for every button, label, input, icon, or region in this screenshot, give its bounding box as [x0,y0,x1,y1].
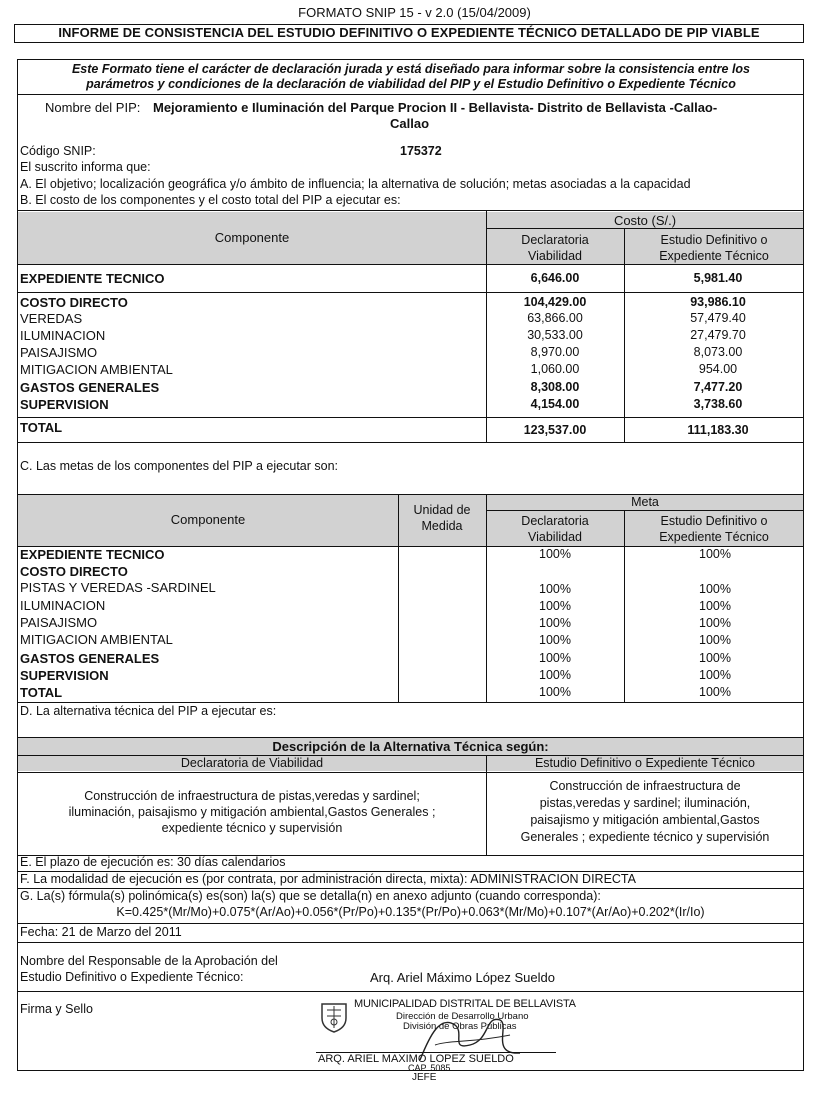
pip-name-line-2: Callao [390,116,430,131]
goals-row-v2: 100% [699,616,731,630]
intro-line-1: Este Formato tiene el carácter de declaración jurada y está diseñado para informar sobre la consistencia entre los [71,62,751,76]
cost-row-v1: 8,308.00 [530,380,580,394]
goals-row-v1: 100% [539,582,571,596]
goals-row-name: ILUMINACION [20,598,106,613]
stamp-role: JEFE [412,1072,437,1083]
informs-text: El suscrito informa que: [20,160,151,174]
stamp-line-2: Dirección de Desarrollo Urbano [396,1011,529,1022]
polynomial-formula: K=0.425*(Mr/Mo)+0.075*(Ar/Ao)+0.056*(Pr/Po)+0.135*(Pr/Po)+0.063*(Mr/Mo)+0.107*(Ar/Ao)+0.202*(Ir/Io) [116,905,705,919]
goals-row-name: EXPEDIENTE TECNICO [20,547,165,562]
responsible-label-1: Nombre del Responsable de la Aprobación del [20,954,278,968]
goals-row-v1: 100% [539,633,571,647]
municipality-seal-icon [318,1000,350,1034]
cost-row-v1: 6,646.00 [530,271,580,285]
cost-row-v2: 5,981.40 [693,271,743,285]
goals-row-v1: 100% [539,547,571,561]
goals-row-v2: 100% [699,668,731,682]
cost-col2-header: Estudio Definitivo o Expediente Técnico [659,233,769,263]
section-g: G. La(s) fórmula(s) polinómica(s) es(son) la(s) que se detalla(n) en anexo adjunto (cuando corresponda): [20,889,601,903]
goals-row-v1: 100% [539,651,571,665]
goals-row-name: MITIGACION AMBIENTAL [20,632,173,647]
stamp-signer: ARQ. ARIEL MAXIMO LOPEZ SUELDO [318,1053,514,1065]
cost-row-v2: 93,986.10 [690,295,746,309]
cost-row-v1: 4,154.00 [530,397,580,411]
alternative-title: Descripción de la Alternativa Técnica según: [272,739,549,754]
goals-component-header: Componente [170,512,246,527]
cost-row-name: MITIGACION AMBIENTAL [20,362,173,377]
cost-row-v1: 63,866.00 [527,311,583,325]
pip-name: Mejoramiento e Iluminación del Parque Procion II - Bellavista- Distrito de Bellavista -Callao- [153,100,718,115]
cost-total-name: TOTAL [20,420,63,435]
goals-row-v2: 100% [699,547,731,561]
cost-row-v2: 27,479.70 [690,328,746,342]
cost-row-v1: 8,970.00 [530,345,580,359]
intro-declaration [20,62,802,92]
alt-right-description: Construcción de infraestructura de pistas,veredas y sardinel; iluminación, paisajismo y mitigación ambiental,Gastos Generales ; expediente técnico y supervisión [520,779,770,844]
snip-code-label: Código SNIP: [20,144,96,158]
section-e: E. El plazo de ejecución es: 30 días calendarios [20,855,286,869]
cost-component-header: Componente [214,230,290,245]
goals-row-v2: 100% [699,685,731,699]
cost-row-v1: 1,060.00 [530,362,580,376]
section-a: A. El objetivo; localización geográfica y/o ámbito de influencia; la alternativa de solución; metas asociadas a la capacidad [20,177,691,191]
goals-col1-header: Declaratoria Viabilidad [521,514,589,544]
cost-row-name: SUPERVISION [20,397,109,412]
goals-meta-header: Meta [631,495,659,509]
cost-row-v2: 57,479.40 [690,311,746,325]
goals-row-name: GASTOS GENERALES [20,651,160,666]
pip-name-label: Nombre del PIP: [45,100,141,115]
stamp-org: MUNICIPALIDAD DISTRITAL DE BELLAVISTA [354,998,576,1010]
cost-row-name: COSTO DIRECTO [20,295,128,310]
cost-row-name: ILUMINACION [20,328,106,343]
sign-label: Firma y Sello [20,1002,93,1016]
goals-row-v1: 100% [539,668,571,682]
report-title: INFORME DE CONSISTENCIA DEL ESTUDIO DEFINITIVO O EXPEDIENTE TÉCNICO DETALLADO DE PIP VIABLE [14,24,804,43]
cost-total-v1: 123,537.00 [523,423,587,437]
goals-row-name: SUPERVISION [20,668,109,683]
snip-code: 175372 [400,144,442,158]
responsible-name: Arq. Ariel Máximo López Sueldo [370,970,555,985]
goals-row-name: PISTAS Y VEREDAS -SARDINEL [20,580,216,595]
goals-row-v1: 100% [539,616,571,630]
goals-row-v1: 100% [539,685,571,699]
cost-row-v2: 7,477.20 [693,380,743,394]
stamp-line-3: División de Obras Públicas [403,1021,517,1032]
cost-row-v1: 104,429.00 [523,295,587,309]
goals-row-v2: 100% [699,582,731,596]
goals-row-name: PAISAJISMO [20,615,98,630]
goals-row-name: TOTAL [20,685,63,700]
cost-row-v1: 30,533.00 [527,328,583,342]
date: Fecha: 21 de Marzo del 2011 [20,925,182,939]
cost-row-v2: 954.00 [698,362,738,376]
goals-row-name: COSTO DIRECTO [20,564,128,579]
cost-col1-header: Declaratoria Viabilidad [521,233,589,263]
goals-row-v2: 100% [699,599,731,613]
cost-row-v2: 3,738.60 [693,397,743,411]
goals-unit-header: Unidad de Medida [413,503,471,533]
intro-line-2: parámetros y condiciones de la declaración de viabilidad del PIP y el Estudio Definitivo o Expediente Técnico [86,77,736,91]
stamp-cap: CAP. 5085 [408,1063,451,1073]
cost-row-name: GASTOS GENERALES [20,380,160,395]
responsible-label-2: Estudio Definitivo o Expediente Técnico: [20,970,244,984]
goals-col2-header: Estudio Definitivo o Expediente Técnico [659,514,769,544]
goals-row-v1: 100% [539,599,571,613]
alt-left-description: Construcción de infraestructura de pistas,veredas y sardinel; iluminación, paisajismo y mitigación ambiental,Gastos Generales ; expediente técnico y supervisión [68,789,436,835]
goals-row-v2: 100% [699,651,731,665]
section-c: C. Las metas de los componentes del PIP a ejecutar son: [20,459,339,473]
section-b: B. El costo de los componentes y el costo total del PIP a ejecutar es: [20,193,401,207]
section-d: D. La alternativa técnica del PIP a ejecutar es: [20,704,277,718]
cost-row-v2: 8,073.00 [693,345,743,359]
section-f: F. La modalidad de ejecución es (por contrata, por administración directa, mixta): ADMINISTRACION DIRECTA [20,872,636,886]
cost-row-name: EXPEDIENTE TECNICO [20,271,165,286]
cost-total-v2: 111,183.30 [687,423,749,437]
cost-row-name: VEREDAS [20,311,83,326]
goals-row-v2: 100% [699,633,731,647]
format-version: FORMATO SNIP 15 - v 2.0 (15/04/2009) [298,5,531,20]
cost-header: Costo (S/.) [613,213,677,228]
alt-right-header: Estudio Definitivo o Expediente Técnico [534,756,756,770]
cost-row-name: PAISAJISMO [20,345,98,360]
alt-left-header: Declaratoria de Viabilidad [180,756,324,770]
